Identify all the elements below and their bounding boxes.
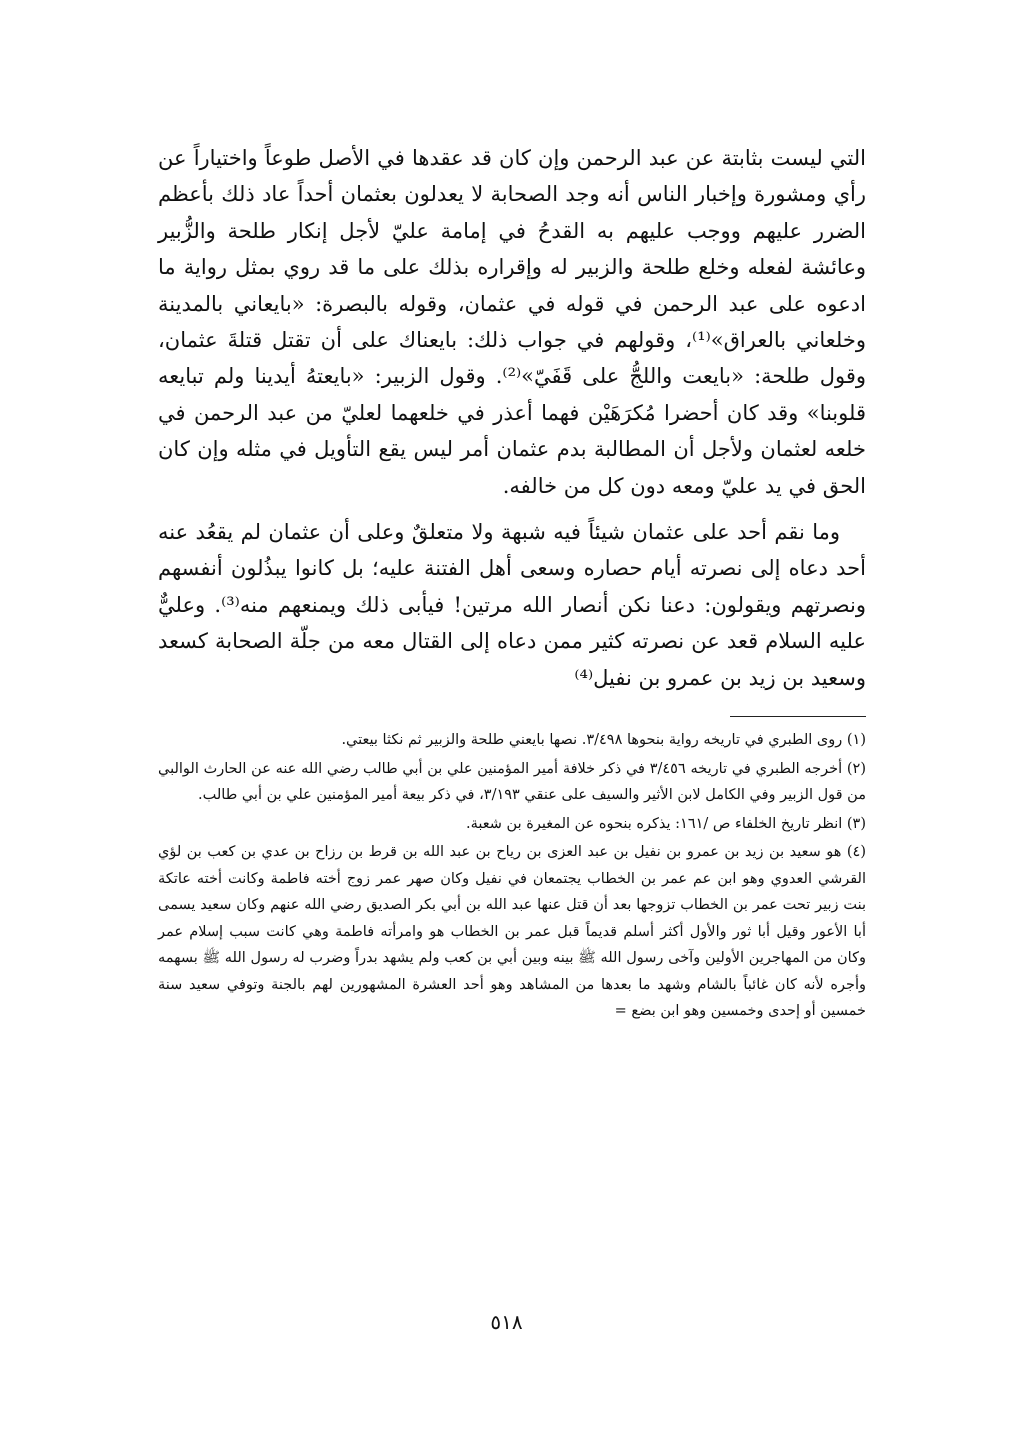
page-number: ٥١٨	[490, 1310, 523, 1334]
footnote-1: (١) روى الطبري في تاريخه رواية بنحوها ٣/٤٩٨. نصها بايعني طلحة والزبير ثم نكثا بيعتي.	[341, 732, 866, 749]
footnotes	[158, 727, 866, 1025]
footnote-4: (٤) هو سعيد بن زيد بن عمرو بن نفيل بن عبد العزى بن رياح بن عبد الله بن قرط بن رزاح بن عدي بن كعب بن لؤي القرشي العدوي وهو ابن عم عمر بن الخطاب يجتمعان في نفيل وكان صهر عمر زوج أخته فاطمة وكانت أخته عاتكة بنت زبير تحت عمر بن الخطاب تزوجها بعد أن قتل عنها عبد الله بن أبي بكر الصديق رضي الله عنهم وكان سعيد يسمى أبا الأعور وقيل أبا ثور والأول أكثر أسلم قديماً قبل عمر بن الخطاب هو وامرأته فاطمة وهي كانت سبب إسلام عمر وكان من المهاجرين الأولين وآخى رسول الله ﷺ بينه وبين أبي بن كعب ولم يشهد بدراً وضرب له رسول الله ﷺ بسهمه وأجره لأنه كان غائباً بالشام وشهد ما بعدها من المشاهد وهو أحد العشرة المشهورين لهم بالجنة وتوفي سعيد سنة خمسين أو إحدى وخمسين وهو ابن بضع =	[158, 844, 866, 1020]
paragraph-1: التي ليست بثابتة عن عبد الرحمن وإن كان قد عقدها في الأصل طوعاً واختياراً عن رأي ومشورة وإخبار الناس أنه وجد الصحابة لا يعدلون بعثمان أحداً عاد ذلك بأعظم الضرر عليهم ووجب عليهم به القدحُ في إمامة عليّ لأجل إنكار طلحة والزُّبير وعائشة لفعله وخلع طلحة والزبير له وإقراره بذلك على ما قد روي بمثل رواية ما ادعوه على عبد الرحمن في قوله في عثمان، وقوله بالبصرة: «بايعاني بالمدينة وخلعاني بالعراق»⁽¹⁾، وقولهم في جواب ذلك: بايعناك على أن تقتل قتلةَ عثمان، وقول طلحة: «بايعت واللجُّ على قَفَيّ»⁽²⁾. وقول الزبير: «بايعتهُ أيدينا ولم تبايعه قلوبنا» وقد كان أحضرا مُكرَهَيْن فهما أعذر في خلعهما لعليّ من عبد الرحمن في خلعه لعثمان ولأجل أن المطالبة بدم عثمان أمر ليس يقع التأويل في مثله وإن كان الحق في يد عليّ ومعه دون كل من خالفه.	[158, 146, 866, 498]
main-text	[158, 140, 866, 696]
footnote-separator	[730, 716, 866, 717]
footnote-2: (٢) أخرجه الطبري في تاريخه ٣/٤٥٦ في ذكر خلافة أمير المؤمنين علي بن أبي طالب رضي الله عنه عن الحارث الوالبي من قول الزبير وفي الكامل لابن الأثير والسيف على عنقي ٣/١٩٣، في ذكر بيعة أمير المؤمنين علي بن أبي طالب.	[158, 760, 866, 804]
page	[158, 140, 866, 1027]
paragraph-2: وما نقم أحد على عثمان شيئاً فيه شبهة ولا متعلقٌ وعلى أن عثمان لم يقعُد عنه أحد دعاه إلى نصرته أيام حصاره وسعى أهل الفتنة عليه؛ بل كانوا يبذُلون أنفسهم ونصرتهم ويقولون: دعنا نكن أنصار الله مرتين! فيأبى ذلك ويمنعهم منه⁽³⁾. وعليٌّ عليه السلام قعد عن نصرته كثير ممن دعاه إلى القتال معه من جلّة الصحابة كسعد وسعيد بن زيد بن عمرو بن نفيل⁽⁴⁾	[158, 520, 867, 690]
footnote-3: (٣) انظر تاريخ الخلفاء ص /١٦١: يذكره بنحوه عن المغيرة بن شعبة.	[466, 815, 866, 832]
